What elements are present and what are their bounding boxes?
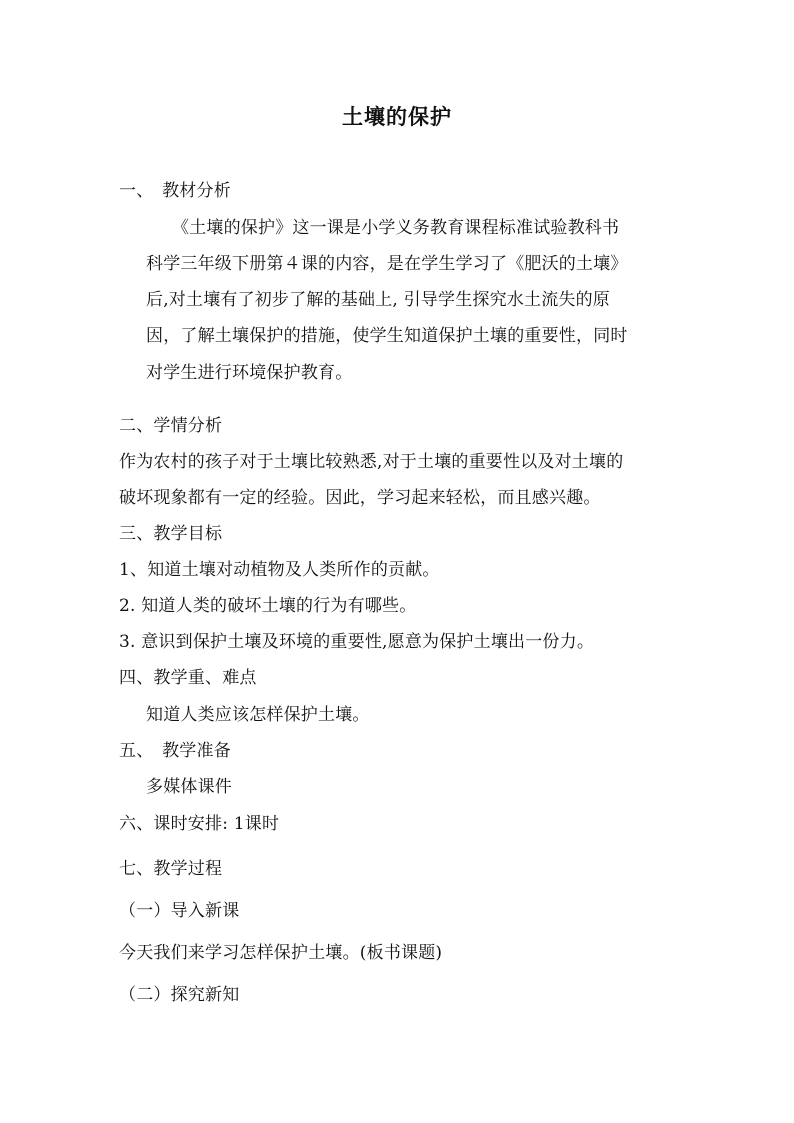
section-1-line-1: 《土壤的保护》这一课是小学义务教育课程标准试验教科书 — [172, 218, 620, 238]
section-2-line-2: 破坏现象都有一定的经验。因此，学习起来轻松，而且感兴趣。 — [119, 488, 601, 508]
section-4-heading: 四、教学重、难点 — [119, 668, 257, 688]
section-1-line-5: 对学生进行环境保护教育。 — [146, 363, 353, 383]
section-7-sub-1: （一）导入新课 — [119, 901, 240, 921]
page-title: 土壤的保护 — [342, 104, 452, 129]
section-7-sub-2: （二）探究新知 — [119, 985, 240, 1005]
section-2-heading: 二、学情分析 — [119, 416, 223, 436]
section-7-sub-1-text: 今天我们来学习怎样保护土壤。(板书课题) — [119, 943, 443, 963]
section-4-text: 知道人类应该怎样保护土壤。 — [146, 705, 370, 725]
objective-item-3: 3. 意识到保护土壤及环境的重要性,愿意为保护土壤出一份力。 — [119, 632, 595, 652]
section-7-heading: 七、教学过程 — [119, 859, 223, 879]
objective-item-2: 2. 知道人类的破坏土壤的行为有哪些。 — [119, 596, 417, 616]
section-1-line-4: 因，了解土壤保护的措施，使学生知道保护土壤的重要性，同时 — [146, 326, 628, 346]
section-2-line-1: 作为农村的孩子对于土壤比较熟悉,对于土壤的重要性以及对土壤的 — [119, 452, 624, 472]
objective-item-1: 1、知道土壤对动植物及人类所作的贡献。 — [119, 560, 440, 580]
section-6-heading: 六、课时安排: 1课时 — [119, 814, 280, 834]
section-5-text: 多媒体课件 — [146, 777, 232, 797]
section-1-line-2: 科学三年级下册第４课的内容，是在学生学习了《肥沃的土壤》 — [146, 254, 628, 274]
section-1-heading: 一、 教材分析 — [119, 181, 231, 201]
section-5-heading: 五、 教学准备 — [119, 741, 231, 761]
section-1-line-3: 后,对土壤有了初步了解的基础上, 引导学生探究水土流失的原 — [146, 290, 611, 310]
section-3-heading: 三、教学目标 — [119, 524, 223, 544]
